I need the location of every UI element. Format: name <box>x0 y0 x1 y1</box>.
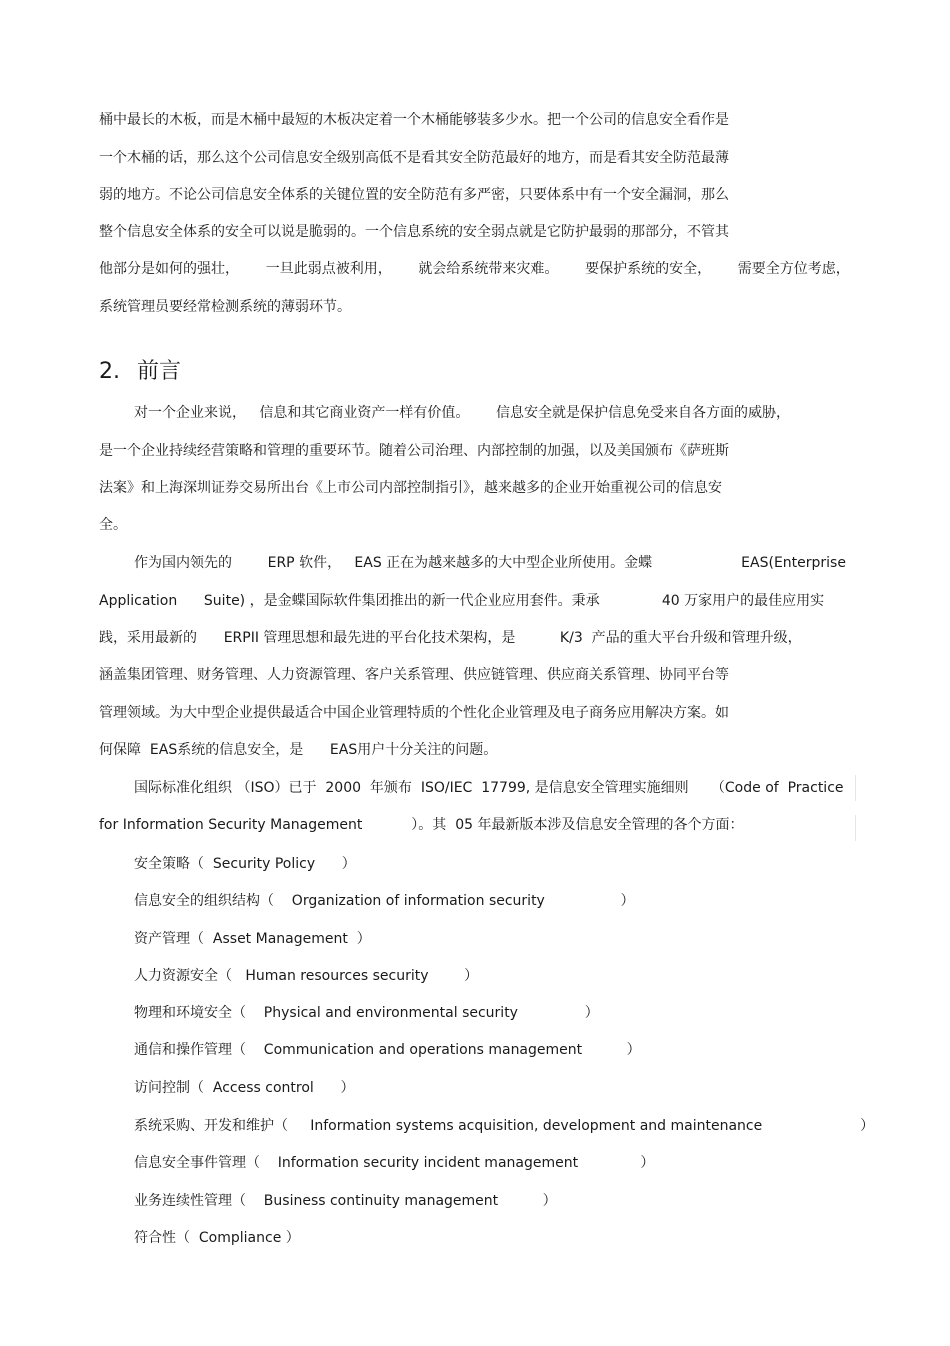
list-item-incident-management: 信息安全事件管理（ Information security incident management ） <box>134 1155 655 1171</box>
paragraph-2-line-5: 管理领域。为大中型企业提供最适合中国企业管理特质的个性化企业管理及电子商务应用解决方案。如 <box>99 705 729 721</box>
list-item-compliance: 符合性（ Compliance ） <box>134 1230 300 1246</box>
edge-mark <box>855 815 856 841</box>
paragraph-3-line-1: 国际标准化组织 （ISO）已于 2000 年颁布 ISO/IEC 17799, 是信息安全管理实施细则 （Code of Practice <box>134 780 844 796</box>
edge-mark <box>855 775 856 801</box>
paragraph-2-line-6: 何保障 EAS系统的信息安全，是 EAS用户十分关注的问题。 <box>99 742 498 758</box>
intro-line-3: 弱的地方。不论公司信息安全体系的关键位置的安全防范有多严密，只要体系中有一个安全漏洞，那么 <box>99 187 729 203</box>
intro-line-2: 一个木桶的话，那么这个公司信息安全级别高低不是看其安全防范最好的地方，而是看其安全防范最薄 <box>99 150 729 166</box>
list-item-systems-acquisition: 系统采购、开发和维护（ Information systems acquisition, development and maintenance ） <box>134 1118 875 1134</box>
intro-line-6: 系统管理员要经常检测系统的薄弱环节。 <box>99 299 351 315</box>
paragraph-1-line-1: 对一个企业来说， 信息和其它商业资产一样有价值。 信息安全就是保护信息免受来自各方面的威胁， <box>134 405 791 421</box>
intro-line-5: 他部分是如何的强壮， 一旦此弱点被利用， 就会给系统带来灾难。 要保护系统的安全， 需要全方位考虑， <box>99 261 850 277</box>
list-item-physical-security: 物理和环境安全（ Physical and environmental security ） <box>134 1005 599 1021</box>
paragraph-2-line-3: 践，采用最新的 ERPII 管理思想和最先进的平台化技术架构，是 K/3 产品的重大平台升级和管理升级， <box>99 630 802 646</box>
list-item-communications: 通信和操作管理（ Communication and operations management ） <box>134 1042 641 1058</box>
list-item-asset-management: 资产管理（ Asset Management ） <box>134 931 371 947</box>
list-item-access-control: 访问控制（ Access control ） <box>134 1080 355 1096</box>
paragraph-2-line-1: 作为国内领先的 ERP 软件， EAS 正在为越来越多的大中型企业所使用。金蝶 EAS(Enterprise <box>134 555 846 571</box>
list-item-human-resources: 人力资源安全（ Human resources security ） <box>134 968 479 984</box>
intro-line-4: 整个信息安全体系的安全可以说是脆弱的。一个信息系统的安全弱点就是它防护最弱的那部分，不管其 <box>99 224 729 240</box>
list-item-business-continuity: 业务连续性管理（ Business continuity management ） <box>134 1193 557 1209</box>
intro-line-1: 桶中最长的木板，而是木桶中最短的木板决定着一个木桶能够装多少水。把一个公司的信息安全看作是 <box>99 112 729 128</box>
section-title: 前言 <box>137 359 182 384</box>
paragraph-1-line-3: 法案》和上海深圳证券交易所出台《上市公司内部控制指引》，越来越多的企业开始重视公司的信息安 <box>99 480 722 496</box>
list-item-security-policy: 安全策略（ Security Policy ） <box>134 856 356 872</box>
paragraph-1-line-4: 全。 <box>99 517 127 533</box>
paragraph-3-line-2: for Information Security Management ）。其 05 年最新版本涉及信息安全管理的各个方面： <box>99 817 744 833</box>
paragraph-1-line-2: 是一个企业持续经营策略和管理的重要环节。随着公司治理、内部控制的加强，以及美国颁布《萨班斯 <box>99 443 729 459</box>
section-number: 2. <box>99 359 120 384</box>
paragraph-2-line-4: 涵盖集团管理、财务管理、人力资源管理、客户关系管理、供应链管理、供应商关系管理、协同平台等 <box>99 667 729 683</box>
list-item-organization: 信息安全的组织结构（ Organization of information security ） <box>134 893 635 909</box>
section-heading <box>99 358 181 386</box>
paragraph-2-line-2: Application Suite) ，是金蝶国际软件集团推出的新一代企业应用套件。秉承 40 万家用户的最佳应用实 <box>99 593 825 609</box>
